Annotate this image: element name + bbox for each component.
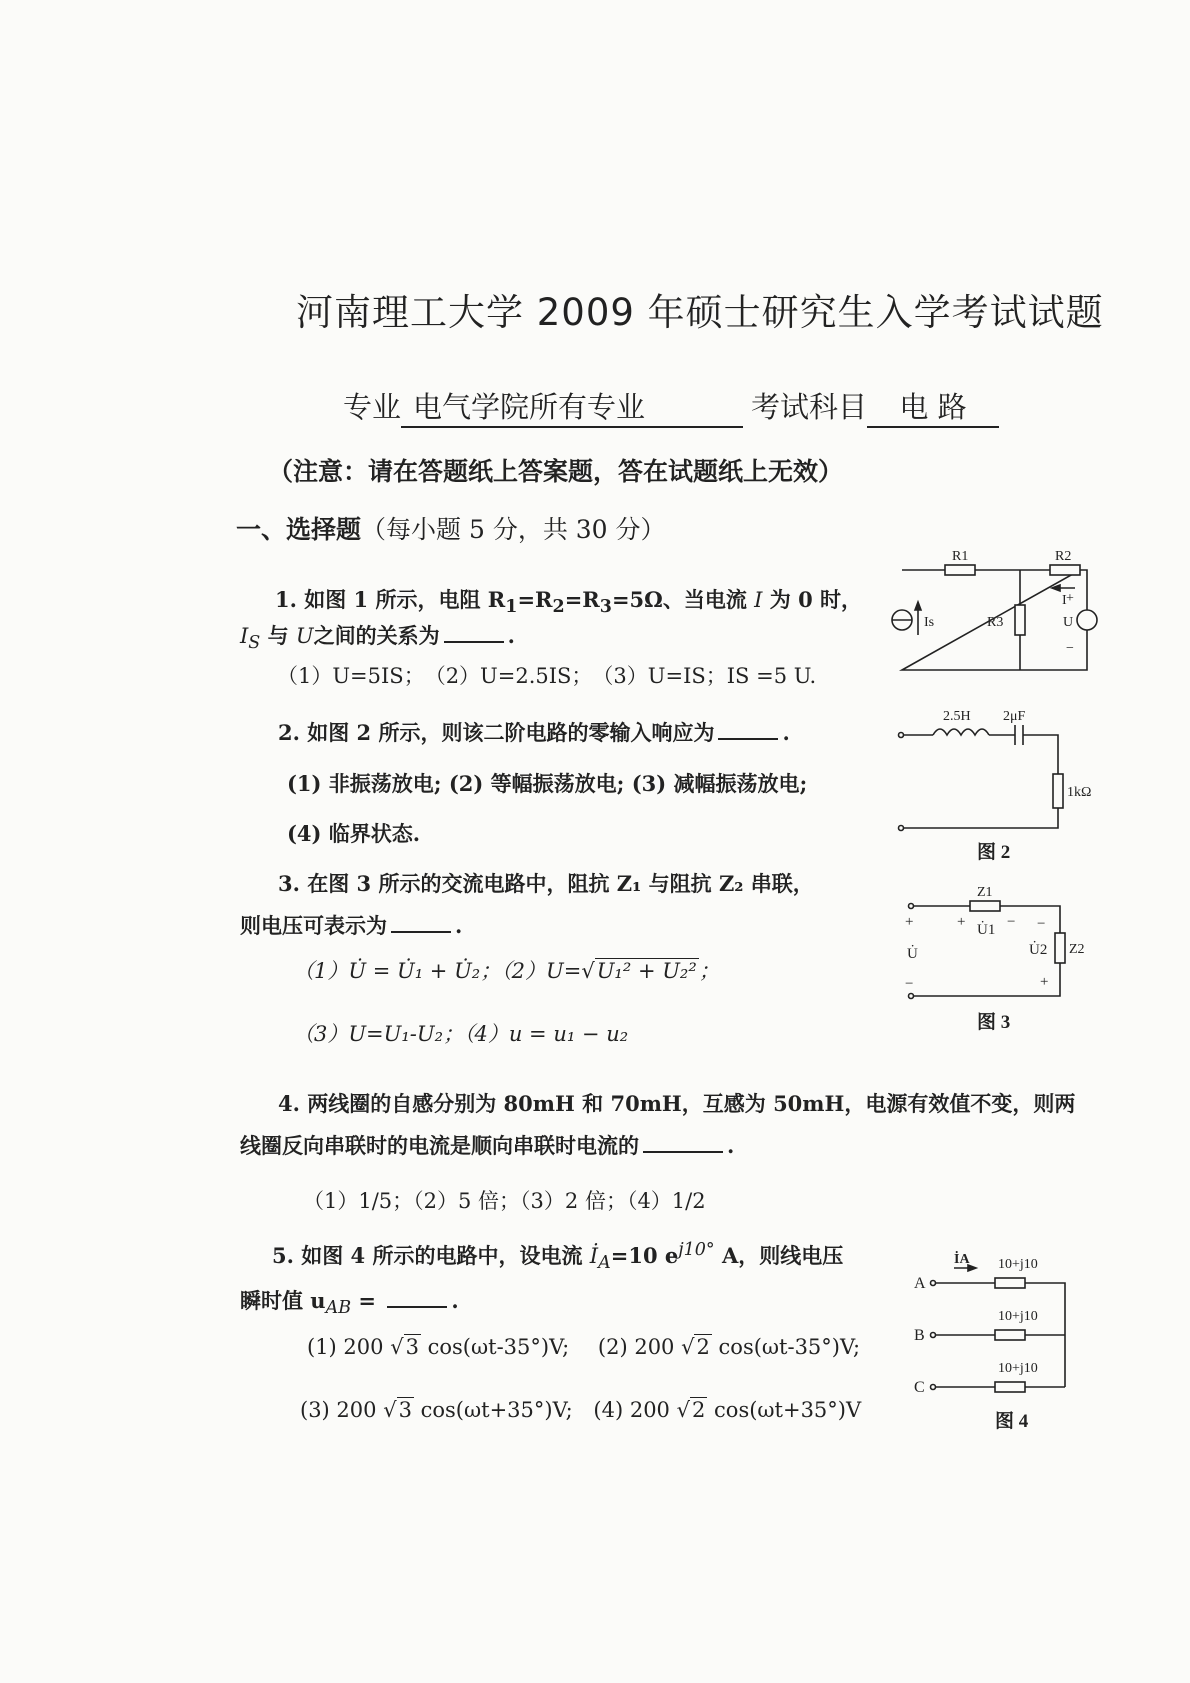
terminal-a: A [914, 1275, 926, 1292]
question-2-options-1: (1) 非振荡放电; (2) 等幅振荡放电; (3) 减幅振荡放电; [287, 771, 808, 796]
question-1-line2: $I_S$ 与 U之间的关系为 . [240, 623, 515, 654]
label-r1: R1 [952, 549, 969, 564]
label-capacitor: 2μF [1003, 709, 1026, 724]
question-1: 1. 如图 1 所示，电阻 $R_1=R_2=R_3=5\Omega$、当电流 I 为 0 时， [275, 587, 862, 618]
impedance-z1 [970, 901, 1000, 911]
figure-1-circuit [880, 540, 1100, 690]
section-scoring: （每小题 5 分，共 30 分） [361, 515, 666, 544]
question-2: 2. 如图 2 所示，则该二阶电路的零输入响应为 . [278, 720, 790, 745]
label-plus: + [905, 914, 914, 930]
label-minus: − [905, 976, 914, 992]
label-r2: R2 [1055, 549, 1072, 564]
question-3: 3. 在图 3 所示的交流电路中，阻抗 Z₁ 与阻抗 Z₂ 串联， [278, 871, 814, 896]
question-5-line2: 瞬时值 $u_{AB}$ = . [240, 1288, 459, 1319]
question-3-options-2: （3）U=U₁-U₂；（4）u = u₁ − u₂ [293, 1022, 629, 1046]
figure-3-circuit [895, 878, 1095, 1038]
label-z2: Z2 [1069, 942, 1085, 957]
label-u1: U̇1 [977, 922, 996, 938]
voltage-source-icon [1077, 610, 1097, 630]
label-r3: R3 [987, 615, 1004, 630]
major-label: 专业 [343, 390, 402, 424]
question-2-options-2: (4) 临界状态. [287, 821, 421, 846]
label-inductor: 2.5H [943, 709, 971, 724]
inductor-icon [933, 729, 989, 735]
impedance-b [995, 1330, 1025, 1340]
question-5-options-1: (1) 200 √3 cos(ωt-35°)V; (2) 200 √2 cos(ωt-35°)V; [307, 1335, 861, 1359]
answer-blank [391, 930, 451, 933]
subject-label: 考试科目 [751, 390, 868, 424]
figure-4-caption: 图 4 [995, 1411, 1029, 1432]
question-5: 5. 如图 4 所示的电路中，设电流 $İ_A=10$ $e^{j10^\circ}$ A，则线电压 [272, 1240, 844, 1274]
resistor-r3 [1015, 605, 1025, 635]
subject-line [343, 385, 999, 428]
label-u: U̇ [907, 946, 918, 962]
answer-blank [444, 640, 504, 643]
label-u: U [1063, 615, 1074, 630]
label-u2-minus: − [1037, 916, 1046, 932]
label-i: I [1062, 593, 1067, 608]
figure-2-caption: 图 2 [977, 842, 1011, 863]
section-header [236, 510, 666, 546]
resistor-r1 [945, 565, 975, 575]
resistor-r2 [1050, 565, 1080, 575]
label-z-b: 10+j10 [998, 1309, 1038, 1324]
terminal-b: B [914, 1327, 925, 1344]
exam-note: （注意：请在答题纸上答案题，答在试题纸上无效） [268, 457, 844, 486]
label-u2: U̇2 [1029, 942, 1048, 958]
terminal-c: C [914, 1379, 925, 1396]
resistor-icon [1053, 774, 1063, 808]
subject-value: 电 路 [867, 385, 999, 428]
answer-blank [387, 1305, 447, 1308]
figure-2-circuit [895, 700, 1095, 865]
label-u1-plus: + [957, 914, 966, 930]
label-resistor: 1kΩ [1067, 785, 1092, 800]
label-z1: Z1 [977, 885, 993, 900]
answer-blank [643, 1150, 723, 1153]
label-u2-plus: + [1040, 974, 1049, 990]
impedance-z2 [1055, 933, 1065, 963]
impedance-c [995, 1382, 1025, 1392]
label-z-a: 10+j10 [998, 1257, 1038, 1272]
label-plus: + [1066, 591, 1074, 606]
section-title: 一、选择题 [236, 515, 362, 544]
figure-3-caption: 图 3 [977, 1012, 1011, 1033]
question-5-options-2: (3) 200 √3 cos(ωt+35°)V; (4) 200 √2 cos(ωt+35°)V [300, 1398, 862, 1422]
label-u1-minus: − [1007, 914, 1016, 930]
question-4-options: （1）1/5；（2）5 倍；（3）2 倍；（4）1/2 [303, 1189, 706, 1213]
label-ia: İA [954, 1252, 970, 1267]
figure-4-circuit [910, 1235, 1100, 1435]
question-1-options: （1）U=5IS； （2）U=2.5IS； （3）U=IS；IS =5 U. [277, 664, 817, 688]
answer-blank [718, 737, 778, 740]
question-3-line2: 则电压可表示为 . [240, 913, 463, 938]
question-4-line2: 线圈反向串联时的电流是顺向串联时电流的 . [240, 1133, 735, 1158]
label-minus: − [1066, 641, 1074, 656]
question-3-options-1: （1）U̇ = U̇₁ + U̇₂；（2）U=√U₁² + U₂²； [293, 959, 720, 983]
major-value: 电气学院所有专业 [401, 385, 743, 428]
exam-title: 河南理工大学 2009 年硕士研究生入学考试试题 [296, 291, 1104, 334]
impedance-a [995, 1278, 1025, 1288]
label-is: Is [924, 615, 935, 630]
label-z-c: 10+j10 [998, 1361, 1038, 1376]
question-4: 4. 两线圈的自感分别为 80mH 和 70mH，互感为 50mH，电源有效值不变，则两 [278, 1091, 1076, 1116]
